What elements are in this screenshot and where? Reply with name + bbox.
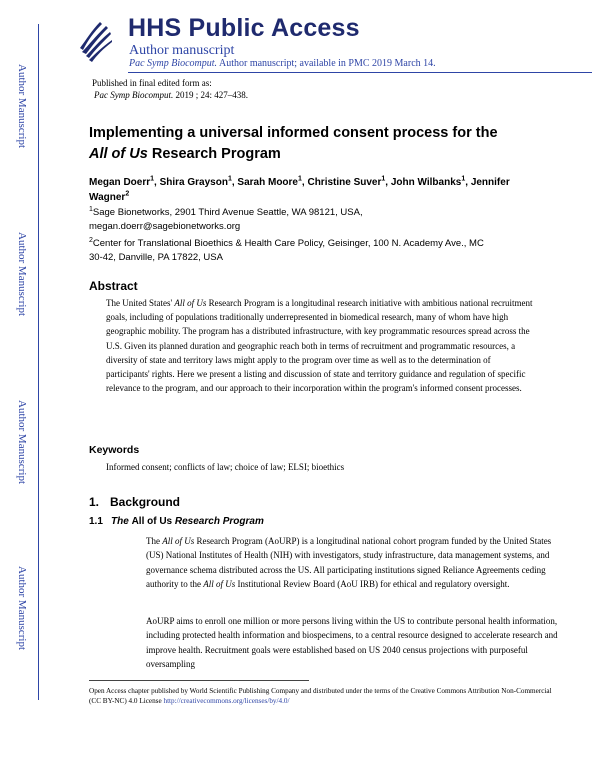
paper-title [89, 123, 509, 165]
pmc-availability-text: Author manuscript; available in PMC 2019 March 14. [217, 58, 436, 69]
p1-italic-2: All of Us [203, 578, 236, 589]
author-affiliation-sup: 1 [461, 175, 466, 183]
author-list: Megan Doerr$^1$, Shira Grayson$^1$, Sarah Moore$^1$, Christine Suver$^1$, John Wilbanks$^1$, Jennifer Wagner$^2$ [89, 175, 510, 203]
pmc-journal-name: Pac Symp Biocomput. [129, 58, 218, 69]
section-title: Background [110, 495, 181, 509]
author-affiliation-sup: 1 [298, 175, 302, 183]
rail-label-author-manuscript: Author Manuscript [16, 64, 28, 149]
affiliation-text: Center for Translational Bioethics & Health Care Policy, Geisinger, 100 N. Academy Ave., MC [92, 238, 484, 249]
body-paragraph-1 [146, 534, 566, 591]
abstract-heading: Abstract [89, 279, 138, 293]
citation-journal: Pac Symp Biocomput. [94, 90, 174, 100]
footnote-text: Open Access chapter published by World Scientific Publishing Company and distributed under the terms of the Creative Commons Attribution Non-Commercial (CC BY-NC) 4.0 License [89, 687, 552, 705]
header-rule [128, 72, 592, 73]
p1-lead: The [146, 536, 163, 546]
affiliation-email: megan.doerr@sagebionetworks.org [89, 221, 241, 232]
p1-italic: All of Us [162, 536, 195, 546]
author-name: Sarah Moore [237, 177, 298, 188]
author-affiliation-sup: 1 [381, 175, 386, 183]
author-affiliation-sup: 2 [125, 190, 130, 198]
p1-text-b: Institutional Review Board (AoU IRB) for ethical and regulatory oversight. [235, 578, 510, 589]
hhs-eagle-logo-icon [76, 18, 116, 64]
author-name: Megan Doerr [89, 177, 151, 188]
subsection-title-mid: All of Us [131, 516, 173, 527]
author-name: Shira Grayson [159, 177, 228, 188]
title-suffix: Research Program [147, 146, 281, 162]
hhs-public-access-title: HHS Public Access [128, 14, 360, 42]
affiliation-2 [89, 237, 549, 265]
title-prefix: Implementing a universal informed consent process for the [89, 125, 498, 141]
footnote-rule [89, 680, 309, 681]
author-name: Jennifer Wagner [89, 177, 510, 203]
keywords-text: Informed consent; conflicts of law; choice of law; ELSI; bioethics [106, 462, 345, 472]
abstract-body [106, 296, 536, 395]
publication-citation [92, 89, 248, 101]
keywords-heading: Keywords [89, 444, 140, 456]
abstract-text: Research Program is a longitudinal research initiative with ambitious national recruitment goals, including of populations traditionally underrepresented in biomedical research, many of whom have high geographic mobility. The program has a distributed infrastructure, with key programmatic resources spread across the U.S. Given its planned duration and geographic reach both in terms of recruitment and programmatic resources, a diversity of state and territory laws might apply to the program over time as well as to the determination of participants' rights. Here we present a listing and discussion of state and territory guidance and regulation of specific relevance to the program, and our approach to their incorporation within the program's informed consent processes. [106, 298, 533, 394]
subsection-title-post: Research Program [172, 516, 264, 527]
abstract-italic: All of Us [174, 298, 207, 308]
p1-text-a: Research Program (AoURP) is a longitudinal national cohort program funded by the United States (US) National Institutes of Health (NIH) with investigators, study infrastructure, data management systems, and governance schema distributed across the US. All participating institutions signed Reliance Agreements ceding authority to the [146, 536, 552, 589]
rail-label-author-manuscript: Author Manuscript [16, 400, 28, 485]
body-paragraph-2: AoURP aims to enroll one million or more persons living within the US to contribute personal health information, including protected health information and biospecimens, to a central resource designed to accelerate research and improve health. Recruitment goals were established based on US 2040 census projections with purposeful oversampling [146, 616, 558, 669]
license-link[interactable]: http://creativecommons.org/licenses/by/4.0/ [163, 697, 290, 705]
author-manuscript-label: Author manuscript [129, 43, 235, 58]
pmc-availability-line [129, 58, 436, 69]
rail-label-author-manuscript: Author Manuscript [16, 232, 28, 317]
affiliation-sup: 1 [89, 205, 93, 213]
left-rail-rule [38, 24, 39, 700]
section-number: 1. [89, 495, 100, 509]
affiliation-address: 30-42, Danville, PA 17822, USA [89, 252, 223, 263]
rail-label-author-manuscript: Author Manuscript [16, 566, 28, 651]
footnote [89, 686, 559, 706]
author-affiliation-sup: 1 [227, 175, 232, 183]
author-name: Christine Suver [307, 177, 382, 188]
author-name: John Wilbanks [390, 177, 462, 188]
publication-note [92, 77, 248, 101]
subsection-title [111, 516, 264, 527]
subsection-title-pre: The [111, 516, 132, 527]
abstract-lead: The United States' [106, 298, 175, 308]
affiliation-sup: 2 [89, 236, 93, 244]
affiliation-text: Sage Bionetworks, 2901 Third Avenue Seattle, WA 98121, USA, [92, 207, 363, 218]
citation-details: 2019 ; 24: 427–438. [173, 90, 248, 100]
subsection-number: 1.1 [89, 516, 103, 527]
affiliation-1 [89, 206, 549, 234]
title-italic: All of Us [89, 146, 148, 162]
author-affiliation-sup: 1 [150, 175, 155, 183]
publication-note-line1: Published in final edited form as: [92, 78, 212, 88]
